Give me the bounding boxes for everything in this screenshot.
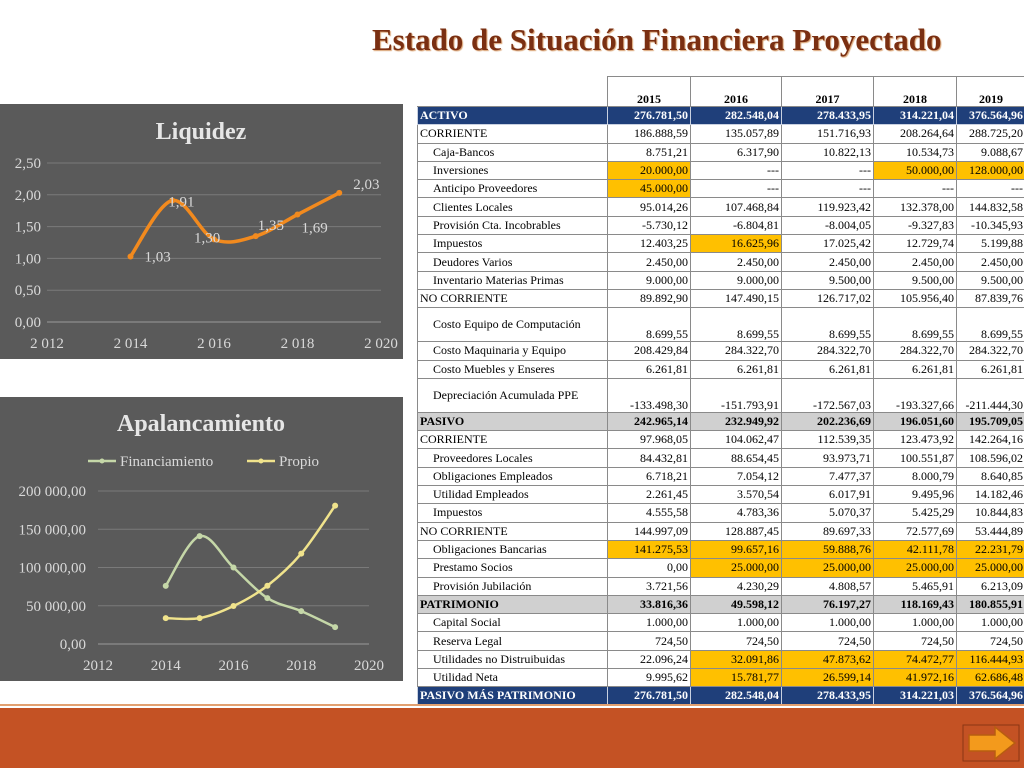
value-cell: 9.000,00 — [608, 271, 691, 289]
value-cell: 8.699,55 — [782, 308, 874, 342]
value-cell: 288.725,20 — [957, 125, 1024, 143]
value-cell: 7.054,12 — [691, 467, 782, 485]
data-label: 2,03 — [353, 176, 380, 193]
value-cell: 314.221,03 — [874, 687, 957, 705]
value-cell: 724,50 — [957, 632, 1024, 650]
value-cell: 116.444,93 — [957, 650, 1024, 668]
value-cell: 202.236,69 — [782, 412, 874, 430]
value-cell: 0,00 — [608, 559, 691, 577]
value-cell: 208.429,84 — [608, 342, 691, 360]
row-label: Inventario Materias Primas — [418, 271, 608, 289]
y-tick-label: 1,00 — [14, 251, 41, 268]
y-tick-label: 2,50 — [14, 156, 41, 172]
row-label: Depreciación Acumulada PPE — [418, 378, 608, 412]
table-row — [418, 161, 1024, 179]
value-cell: 25.000,00 — [691, 559, 782, 577]
value-cell: 1.000,00 — [957, 614, 1024, 632]
value-cell: 2.450,00 — [691, 253, 782, 271]
data-point — [128, 253, 134, 259]
row-label: CORRIENTE — [418, 431, 608, 449]
x-tick-label: 2 018 — [280, 336, 315, 352]
row-label: Prestamo Socios — [418, 559, 608, 577]
value-cell: -9.327,83 — [874, 216, 957, 234]
value-cell: 12.729,74 — [874, 235, 957, 253]
value-cell: 25.000,00 — [957, 559, 1024, 577]
value-cell: 276.781,50 — [608, 107, 691, 125]
value-cell: 284.322,70 — [957, 342, 1024, 360]
row-label: Capital Social — [418, 614, 608, 632]
value-cell: 5.465,91 — [874, 577, 957, 595]
value-cell: 724,50 — [691, 632, 782, 650]
table-row — [418, 687, 1024, 705]
value-cell: 3.570,54 — [691, 486, 782, 504]
row-label: Reserva Legal — [418, 632, 608, 650]
x-tick-label: 2012 — [83, 658, 113, 674]
value-cell: 2.261,45 — [608, 486, 691, 504]
value-cell: 284.322,70 — [782, 342, 874, 360]
series-line — [166, 506, 335, 619]
value-cell: 196.051,60 — [874, 412, 957, 430]
value-cell: 4.230,29 — [691, 577, 782, 595]
value-cell: 135.057,89 — [691, 125, 782, 143]
value-cell: 41.972,16 — [874, 669, 957, 687]
row-label: Caja-Bancos — [418, 143, 608, 161]
data-point — [295, 212, 301, 218]
value-cell: 9.495,96 — [874, 486, 957, 504]
value-cell: 314.221,04 — [874, 107, 957, 125]
row-label: Utilidades no Distruibuidas — [418, 650, 608, 668]
data-point — [264, 595, 270, 601]
value-cell: 128.887,45 — [691, 522, 782, 540]
x-tick-label: 2 016 — [197, 336, 231, 352]
footer-bar — [0, 708, 1024, 768]
x-tick-label: 2020 — [354, 658, 384, 674]
value-cell: 376.564,96 — [957, 107, 1024, 125]
x-tick-label: 2016 — [218, 658, 249, 674]
value-cell: 132.378,00 — [874, 198, 957, 216]
year-header-cell: 2017 — [782, 77, 874, 107]
value-cell: 278.433,95 — [782, 107, 874, 125]
table-row — [418, 271, 1024, 289]
value-cell: 9.500,00 — [957, 271, 1024, 289]
row-label: Clientes Locales — [418, 198, 608, 216]
data-point — [336, 190, 342, 196]
row-label: Obligaciones Bancarias — [418, 540, 608, 558]
value-cell: 5.070,37 — [782, 504, 874, 522]
y-tick-label: 100 000,00 — [18, 560, 86, 577]
row-label: Inversiones — [418, 161, 608, 179]
value-cell: 724,50 — [608, 632, 691, 650]
value-cell: --- — [957, 180, 1024, 198]
value-cell: 32.091,86 — [691, 650, 782, 668]
x-tick-label: 2 012 — [30, 336, 64, 352]
row-label: Utilidad Neta — [418, 669, 608, 687]
value-cell: 50.000,00 — [874, 161, 957, 179]
value-cell: 10.822,13 — [782, 143, 874, 161]
data-label: 1,91 — [168, 194, 195, 211]
row-label: Utilidad Empleados — [418, 486, 608, 504]
table-row — [418, 486, 1024, 504]
table-row — [418, 467, 1024, 485]
table-row — [418, 216, 1024, 234]
value-cell: 1.000,00 — [782, 614, 874, 632]
row-label: Provisión Cta. Incobrables — [418, 216, 608, 234]
value-cell: -8.004,05 — [782, 216, 874, 234]
value-cell: 1.000,00 — [608, 614, 691, 632]
table-row — [418, 342, 1024, 360]
table-row — [418, 614, 1024, 632]
value-cell: 74.472,77 — [874, 650, 957, 668]
value-cell: 151.716,93 — [782, 125, 874, 143]
chart-title: Apalancamiento — [117, 411, 285, 437]
value-cell: 2.450,00 — [782, 253, 874, 271]
value-cell: 242.965,14 — [608, 412, 691, 430]
value-cell: 284.322,70 — [691, 342, 782, 360]
value-cell: 6.017,91 — [782, 486, 874, 504]
table-row — [418, 289, 1024, 307]
data-label: 1,03 — [144, 249, 171, 266]
value-cell: 45.000,00 — [608, 180, 691, 198]
data-label: 1,30 — [194, 230, 221, 247]
value-cell: 376.564,96 — [957, 687, 1024, 705]
value-cell: 284.322,70 — [874, 342, 957, 360]
row-label: Obligaciones Empleados — [418, 467, 608, 485]
value-cell: 16.625,96 — [691, 235, 782, 253]
row-label: PASIVO MÁS PATRIMONIO — [418, 687, 608, 705]
value-cell: 53.444,89 — [957, 522, 1024, 540]
data-point — [163, 615, 169, 621]
y-tick-label: 0,50 — [14, 283, 41, 300]
value-cell: 112.539,35 — [782, 431, 874, 449]
value-cell: 26.599,14 — [782, 669, 874, 687]
value-cell: 123.473,92 — [874, 431, 957, 449]
value-cell: 6.261,81 — [874, 360, 957, 378]
row-label: NO CORRIENTE — [418, 289, 608, 307]
row-label: PATRIMONIO — [418, 595, 608, 613]
value-cell: -6.804,81 — [691, 216, 782, 234]
value-cell: 8.699,55 — [874, 308, 957, 342]
value-cell: 100.551,87 — [874, 449, 957, 467]
table-row — [418, 378, 1024, 412]
value-cell: -193.327,66 — [874, 378, 957, 412]
value-cell: 17.025,42 — [782, 235, 874, 253]
x-tick-label: 2 014 — [113, 336, 148, 352]
value-cell: 724,50 — [874, 632, 957, 650]
page-title: Estado de Situación Financiera Proyectado — [372, 22, 942, 57]
row-label: Costo Equipo de Computación — [418, 308, 608, 342]
row-label: Proveedores Locales — [418, 449, 608, 467]
table-row — [418, 431, 1024, 449]
value-cell: 47.873,62 — [782, 650, 874, 668]
financial-statement-table — [417, 76, 1024, 706]
value-cell: 89.697,33 — [782, 522, 874, 540]
data-point — [197, 615, 203, 621]
footer-divider — [0, 704, 1024, 706]
legend-label: Financiamiento — [120, 454, 214, 470]
value-cell: 144.997,09 — [608, 522, 691, 540]
row-label: ACTIVO — [418, 107, 608, 125]
value-cell: 89.892,90 — [608, 289, 691, 307]
value-cell: 119.923,42 — [782, 198, 874, 216]
value-cell: 12.403,25 — [608, 235, 691, 253]
table-row — [418, 235, 1024, 253]
value-cell: 208.264,64 — [874, 125, 957, 143]
value-cell: 9.000,00 — [691, 271, 782, 289]
value-cell: -211.444,30 — [957, 378, 1024, 412]
value-cell: 108.596,02 — [957, 449, 1024, 467]
x-tick-label: 2014 — [150, 658, 181, 674]
table-row — [418, 522, 1024, 540]
value-cell: 8.699,55 — [957, 308, 1024, 342]
row-label: CORRIENTE — [418, 125, 608, 143]
value-cell: 84.432,81 — [608, 449, 691, 467]
table-row — [418, 143, 1024, 161]
table-row — [418, 107, 1024, 125]
value-cell: 105.956,40 — [874, 289, 957, 307]
table-row — [418, 412, 1024, 430]
value-cell: 5.199,88 — [957, 235, 1024, 253]
value-cell: 87.839,76 — [957, 289, 1024, 307]
value-cell: 276.781,50 — [608, 687, 691, 705]
value-cell: 97.968,05 — [608, 431, 691, 449]
value-cell: -133.498,30 — [608, 378, 691, 412]
table-row — [418, 577, 1024, 595]
row-label: Impuestos — [418, 504, 608, 522]
value-cell: 8.640,85 — [957, 467, 1024, 485]
value-cell: 49.598,12 — [691, 595, 782, 613]
value-cell: 6.261,81 — [691, 360, 782, 378]
x-tick-label: 2 020 — [364, 336, 398, 352]
value-cell: -172.567,03 — [782, 378, 874, 412]
value-cell: --- — [782, 180, 874, 198]
value-cell: 9.995,62 — [608, 669, 691, 687]
value-cell: 180.855,91 — [957, 595, 1024, 613]
data-label: 1,35 — [257, 218, 284, 235]
year-header-cell: 2019 — [957, 77, 1024, 107]
table-row — [418, 360, 1024, 378]
value-cell: 42.111,78 — [874, 540, 957, 558]
value-cell: 8.699,55 — [608, 308, 691, 342]
table-header-empty-cell — [418, 77, 608, 107]
table-header-row — [418, 77, 1024, 107]
row-label: Costo Muebles y Enseres — [418, 360, 608, 378]
value-cell: -5.730,12 — [608, 216, 691, 234]
table-row — [418, 559, 1024, 577]
row-label: Provisión Jubilación — [418, 577, 608, 595]
legend-marker — [259, 459, 264, 464]
value-cell: 95.014,26 — [608, 198, 691, 216]
value-cell: 14.182,46 — [957, 486, 1024, 504]
value-cell: 5.425,29 — [874, 504, 957, 522]
value-cell: 3.721,56 — [608, 577, 691, 595]
value-cell: 9.088,67 — [957, 143, 1024, 161]
table-row — [418, 308, 1024, 342]
next-slide-button[interactable] — [958, 721, 1024, 764]
value-cell: 8.699,55 — [691, 308, 782, 342]
value-cell: 88.654,45 — [691, 449, 782, 467]
value-cell: 4.783,36 — [691, 504, 782, 522]
liquidez-chart — [0, 104, 403, 359]
value-cell: 2.450,00 — [874, 253, 957, 271]
y-tick-label: 200 000,00 — [18, 484, 86, 500]
table-row — [418, 504, 1024, 522]
value-cell: 59.888,76 — [782, 540, 874, 558]
value-cell: 9.500,00 — [874, 271, 957, 289]
value-cell: --- — [874, 180, 957, 198]
value-cell: 22.231,79 — [957, 540, 1024, 558]
liquidez-chart-svg — [0, 104, 403, 359]
row-label: Anticipo Proveedores — [418, 180, 608, 198]
table-row — [418, 632, 1024, 650]
value-cell: 282.548,04 — [691, 107, 782, 125]
value-cell: 4.555,58 — [608, 504, 691, 522]
y-tick-label: 150 000,00 — [18, 522, 86, 539]
value-cell: 6.261,81 — [957, 360, 1024, 378]
data-point — [163, 583, 169, 589]
table-row — [418, 125, 1024, 143]
value-cell: 118.169,43 — [874, 595, 957, 613]
value-cell: 724,50 — [782, 632, 874, 650]
x-tick-label: 2018 — [286, 658, 317, 674]
value-cell: 15.781,77 — [691, 669, 782, 687]
data-point — [231, 565, 237, 571]
value-cell: 104.062,47 — [691, 431, 782, 449]
table-row — [418, 253, 1024, 271]
value-cell: 6.718,21 — [608, 467, 691, 485]
data-point — [298, 551, 304, 557]
table-row — [418, 540, 1024, 558]
table-row — [418, 198, 1024, 216]
value-cell: 1.000,00 — [874, 614, 957, 632]
y-tick-label: 2,00 — [14, 187, 41, 204]
value-cell: 107.468,84 — [691, 198, 782, 216]
value-cell: 62.686,48 — [957, 669, 1024, 687]
row-label: Deudores Varios — [418, 253, 608, 271]
table-row — [418, 669, 1024, 687]
value-cell: 93.973,71 — [782, 449, 874, 467]
value-cell: 186.888,59 — [608, 125, 691, 143]
value-cell: 2.450,00 — [957, 253, 1024, 271]
value-cell: -151.793,91 — [691, 378, 782, 412]
row-label: PASIVO — [418, 412, 608, 430]
value-cell: 6.213,09 — [957, 577, 1024, 595]
value-cell: --- — [782, 161, 874, 179]
value-cell: 99.657,16 — [691, 540, 782, 558]
row-label: Costo Maquinaria y Equipo — [418, 342, 608, 360]
value-cell: 147.490,15 — [691, 289, 782, 307]
value-cell: --- — [691, 180, 782, 198]
chart-title: Liquidez — [155, 119, 247, 145]
data-point — [332, 503, 338, 509]
year-header-cell: 2016 — [691, 77, 782, 107]
data-point — [298, 608, 304, 614]
data-point — [264, 583, 270, 589]
value-cell: 282.548,04 — [691, 687, 782, 705]
value-cell: 6.261,81 — [782, 360, 874, 378]
data-point — [332, 624, 338, 630]
table-row — [418, 180, 1024, 198]
value-cell: 4.808,57 — [782, 577, 874, 595]
y-tick-label: 0,00 — [14, 315, 41, 331]
value-cell: 9.500,00 — [782, 271, 874, 289]
series-line — [166, 536, 335, 627]
value-cell: --- — [691, 161, 782, 179]
table-row — [418, 449, 1024, 467]
arrow-right-icon — [961, 723, 1021, 763]
value-cell: 142.264,16 — [957, 431, 1024, 449]
value-cell: 25.000,00 — [874, 559, 957, 577]
y-tick-label: 0,00 — [59, 637, 86, 653]
value-cell: 232.949,92 — [691, 412, 782, 430]
value-cell: 7.477,37 — [782, 467, 874, 485]
value-cell: 10.844,83 — [957, 504, 1024, 522]
value-cell: -10.345,93 — [957, 216, 1024, 234]
value-cell: 126.717,02 — [782, 289, 874, 307]
value-cell: 25.000,00 — [782, 559, 874, 577]
row-label: NO CORRIENTE — [418, 522, 608, 540]
value-cell: 33.816,36 — [608, 595, 691, 613]
legend-marker — [100, 459, 105, 464]
data-label: 1,69 — [301, 220, 328, 237]
table-row — [418, 595, 1024, 613]
value-cell: 278.433,95 — [782, 687, 874, 705]
value-cell: 22.096,24 — [608, 650, 691, 668]
y-tick-label: 1,50 — [14, 219, 41, 236]
y-tick-label: 50 000,00 — [26, 598, 86, 615]
year-header-cell: 2018 — [874, 77, 957, 107]
value-cell: 2.450,00 — [608, 253, 691, 271]
value-cell: 195.709,05 — [957, 412, 1024, 430]
value-cell: 72.577,69 — [874, 522, 957, 540]
apalancamiento-chart — [0, 397, 403, 681]
value-cell: 8.000,79 — [874, 467, 957, 485]
value-cell: 1.000,00 — [691, 614, 782, 632]
value-cell: 6.261,81 — [608, 360, 691, 378]
value-cell: 6.317,90 — [691, 143, 782, 161]
row-label: Impuestos — [418, 235, 608, 253]
apalancamiento-chart-svg — [0, 397, 403, 681]
value-cell: 8.751,21 — [608, 143, 691, 161]
legend-label: Propio — [279, 454, 320, 470]
data-point — [197, 533, 203, 539]
data-point — [231, 603, 237, 609]
value-cell: 76.197,27 — [782, 595, 874, 613]
value-cell: 144.832,58 — [957, 198, 1024, 216]
year-header-cell: 2015 — [608, 77, 691, 107]
value-cell: 141.275,53 — [608, 540, 691, 558]
table-row — [418, 650, 1024, 668]
value-cell: 10.534,73 — [874, 143, 957, 161]
value-cell: 20.000,00 — [608, 161, 691, 179]
value-cell: 128.000,00 — [957, 161, 1024, 179]
